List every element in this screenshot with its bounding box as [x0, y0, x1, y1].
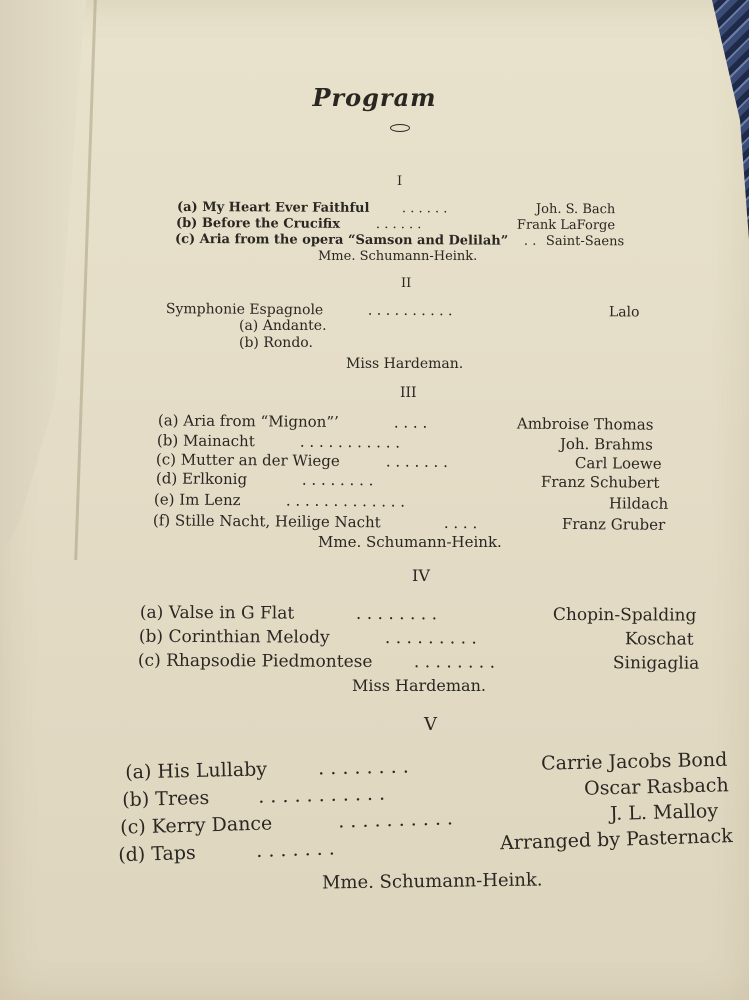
composer-name: Franz Schubert — [540, 472, 660, 492]
section-numeral: I — [397, 174, 403, 189]
composer-name: Koschat — [624, 629, 694, 650]
ornament-flourish — [390, 124, 410, 132]
piece-title: Symphonie Espagnole — [165, 301, 324, 319]
piece-title: (d) Erlkonig — [155, 469, 248, 489]
piece-title: (a) Andante. — [239, 318, 327, 334]
section-numeral: II — [401, 276, 412, 291]
piece-title: (b) Before the Crucifix — [175, 215, 341, 232]
piece-title: (a) Aria from “Mignon”’ — [157, 411, 339, 431]
leader-dots: . . . . . . . . . . . — [299, 432, 401, 452]
piece-title: (f) Stille Nacht, Heilige Nacht — [152, 511, 381, 532]
leader-dots: . . . . . . — [375, 216, 422, 233]
composer-name: Chopin-Spalding — [552, 604, 697, 626]
leader-dots: . . . . . . . . . — [384, 628, 477, 649]
piece-title: (c) Aria from the opera “Samson and Delilah” — [174, 231, 509, 249]
performer-name: Mme. Schumann-Heink. — [318, 533, 502, 551]
section-numeral: V — [424, 714, 437, 735]
composer-name: J. L. Malloy — [609, 799, 719, 825]
composer-name: Saint-Saens — [545, 233, 625, 250]
piece-title: (a) My Heart Ever Faithful — [176, 199, 370, 216]
leader-dots: . . . . . . . . . . — [337, 807, 454, 833]
leader-dots: . . . . . . — [401, 201, 448, 217]
leader-dots: . . . . — [443, 513, 478, 533]
program-title: Program — [312, 83, 437, 112]
leader-dots: . . . . . . . — [255, 837, 336, 862]
piece-title: (a) His Lullaby — [124, 758, 268, 784]
composer-name: Joh. S. Bach — [535, 201, 616, 218]
leader-dots: . . . . . . . . — [317, 755, 409, 780]
piece-title: (b) Corinthian Melody — [138, 626, 330, 648]
leader-dots: . . . . . . . . — [355, 603, 438, 625]
leader-dots: . . . . . . . . . . . . . — [285, 491, 406, 511]
section-numeral: III — [400, 385, 417, 401]
performer-name: Miss Hardeman. — [352, 676, 486, 695]
composer-name: Sinigaglia — [612, 653, 700, 674]
piece-title: (c) Kerry Dance — [119, 812, 273, 839]
composer-name: Frank LaForge — [516, 217, 616, 234]
piece-title: (e) Im Lenz — [153, 490, 241, 510]
leader-dots: . . — [523, 233, 537, 249]
leader-dots: . . . . — [393, 413, 428, 432]
composer-name: Franz Gruber — [561, 514, 666, 534]
composer-name: Oscar Rasbach — [583, 774, 729, 800]
leader-dots: . . . . . . . — [385, 452, 448, 471]
piece-title: (b) Trees — [121, 786, 210, 812]
composer-name: Hildach — [608, 494, 669, 513]
leader-dots: . . . . . . . . — [301, 470, 374, 490]
section-numeral: IV — [412, 566, 430, 585]
piece-title: (c) Rhapsodie Piedmontese — [137, 650, 373, 672]
composer-name: Arranged by Pasternack — [499, 824, 734, 855]
performer-name: Mme. Schumann-Heink. — [321, 869, 543, 894]
piece-title: (a) Valse in G Flat — [139, 602, 295, 624]
composer-name: Carrie Jacobs Bond — [540, 748, 728, 775]
performer-name: Miss Hardeman. — [346, 356, 464, 372]
piece-title: (b) Rondo. — [239, 335, 313, 351]
leader-dots: . . . . . . . . . . . — [257, 782, 386, 808]
piece-title: (b) Mainacht — [156, 431, 255, 451]
piece-title: (d) Taps — [117, 841, 197, 867]
leader-dots: . . . . . . . . . . — [367, 302, 453, 320]
leader-dots: . . . . . . . . — [413, 652, 496, 673]
composer-name: Ambroise Thomas — [516, 414, 654, 434]
composer-name: Carl Loewe — [574, 454, 662, 473]
composer-name: Joh. Brahms — [559, 434, 653, 454]
piece-title: (c) Mutter an der Wiege — [155, 450, 340, 470]
performer-name: Mme. Schumann-Heink. — [318, 249, 478, 264]
composer-name: Lalo — [608, 304, 640, 321]
